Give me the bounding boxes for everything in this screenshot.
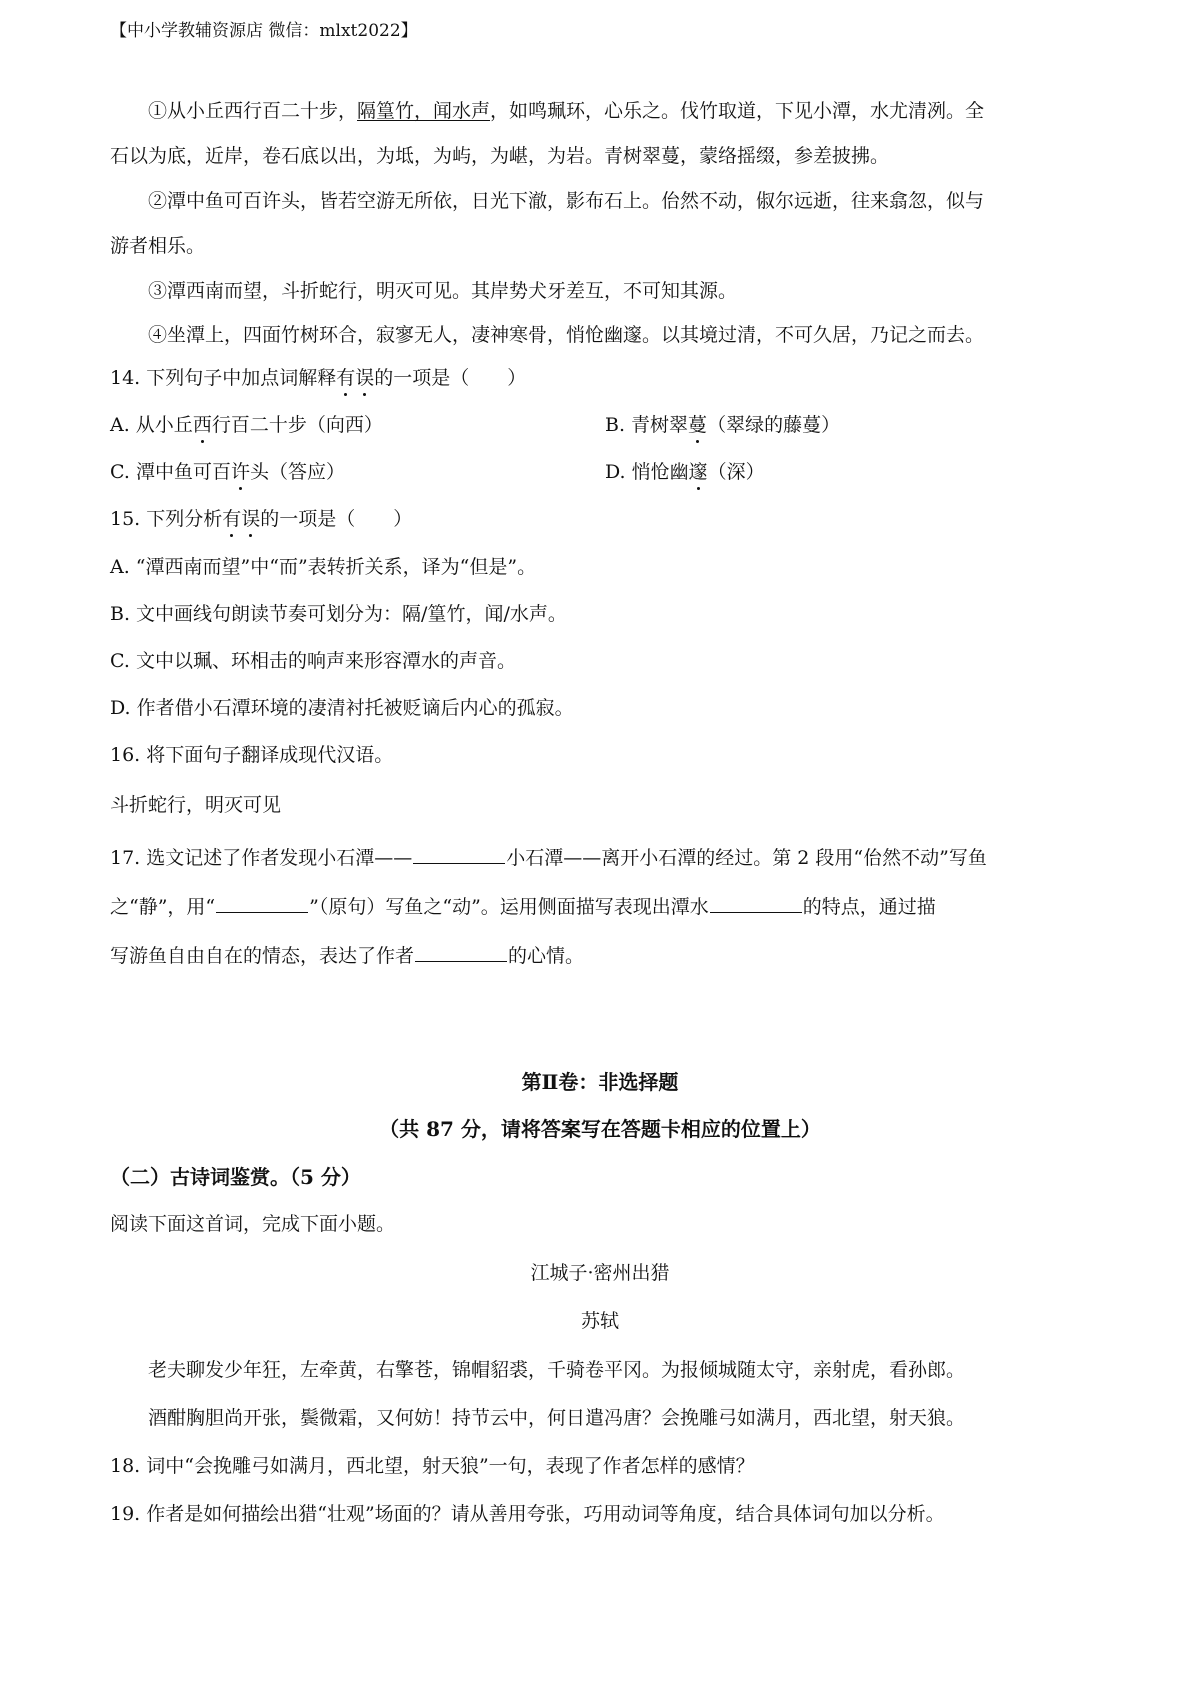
question-14-option-c (110, 457, 345, 484)
section-subtitle: （共 87 分，请将答案写在答题卡相应的位置上） (379, 1117, 821, 1141)
dotted-char: 蔓 (688, 414, 708, 436)
question-17-line-1 (110, 843, 987, 870)
question-14-option-a (110, 410, 383, 437)
question-15-option-b: B. 文中画线句朗读节奏可划分为：隔/篁竹，闻/水声。 (110, 603, 567, 625)
text: A. 从小丘 (110, 414, 193, 436)
text: 行百二十步（向西） (211, 414, 383, 436)
text: 的一项是（ ） (260, 508, 413, 530)
underlined-sentence: 隔篁竹，闻水声 (357, 100, 491, 122)
text: （深） (707, 461, 765, 483)
answer-blank-2[interactable] (216, 911, 308, 913)
text: 的特点，通过描 (802, 896, 936, 918)
question-15-option-a: A. “潭西南而望”中“而”表转折关系，译为“但是”。 (110, 556, 537, 578)
text: B. 青树翠 (605, 414, 689, 436)
question-19: 19. 作者是如何描绘出猎“壮观”场面的？请从善用夸张，巧用动词等角度，结合具体词句加以分析。 (110, 1503, 945, 1525)
passage-paragraph-4: ④坐潭上，四面竹树环合，寂寥无人，凄神寒骨，悄怆幽邃。以其境过清，不可久居，乃记之而去。 (148, 324, 985, 346)
text: 之“静”，用“ (110, 896, 216, 918)
text: 的心情。 (508, 945, 585, 967)
dotted-char: 误 (355, 367, 375, 389)
answer-blank-3[interactable] (710, 911, 802, 913)
question-14-option-b (605, 410, 840, 437)
answer-blank-4[interactable] (415, 960, 507, 962)
dotted-char: 有 (222, 508, 242, 530)
question-15-stem (110, 504, 412, 531)
text: 头（答应） (249, 461, 345, 483)
dotted-char: 误 (241, 508, 261, 530)
text: 的一项是（ ） (374, 367, 527, 389)
section-title: 第Ⅱ卷：非选择题 (521, 1070, 679, 1094)
text: 17. 选文记述了作者发现小石潭—— (110, 847, 413, 869)
text: D. 悄怆幽 (605, 461, 689, 483)
dotted-char: 许 (230, 461, 250, 483)
text: ”（原句）写鱼之“动”。运用侧面描写表现出潭水 (309, 896, 709, 918)
poem-instruction: 阅读下面这首词，完成下面小题。 (110, 1213, 396, 1235)
question-15-option-d: D. 作者借小石潭环境的凄清衬托被贬谪后内心的孤寂。 (110, 697, 574, 719)
passage-paragraph-1-cont: 石以为底，近岸，卷石底以出，为坻，为屿，为嵁，为岩。青树翠蔓，蒙络摇缀，参差披拂。 (110, 145, 890, 167)
dotted-char: 西 (192, 414, 212, 436)
page-header: 【中小学教辅资源店 微信：mlxt2022】 (110, 21, 418, 41)
passage-paragraph-1 (148, 96, 984, 123)
question-18: 18. 词中“会挽雕弓如满月，西北望，射天狼”一句，表现了作者怎样的感情？ (110, 1455, 755, 1477)
question-17-line-2 (110, 892, 936, 919)
question-14-stem (110, 363, 526, 390)
dotted-char: 邃 (688, 461, 708, 483)
passage-paragraph-2-cont: 游者相乐。 (110, 235, 206, 257)
part-heading: （二）古诗词鉴赏。（5 分） (110, 1165, 361, 1189)
poem-title: 江城子·密州出猎 (530, 1262, 670, 1284)
answer-blank-1[interactable] (413, 862, 505, 864)
text: C. 潭中鱼可百 (110, 461, 231, 483)
text: 写游鱼自由自在的情态，表达了作者 (110, 945, 415, 967)
poem-line-1: 老夫聊发少年狂，左牵黄，右擎苍，锦帽貂裘，千骑卷平冈。为报倾城随太守，亲射虎，看孙郎。 (148, 1359, 966, 1381)
poem-author: 苏轼 (580, 1310, 619, 1332)
text: 15. 下列分析 (110, 508, 223, 530)
dotted-char: 有 (336, 367, 356, 389)
passage-paragraph-2: ②潭中鱼可百许头，皆若空游无所依，日光下澈，影布石上。佁然不动，俶尔远逝，往来翕忽，似与 (148, 190, 985, 212)
question-17-line-3 (110, 941, 584, 968)
text: 14. 下列句子中加点词解释 (110, 367, 337, 389)
text: （翠绿的藤蔓） (707, 414, 841, 436)
question-16-stem: 16. 将下面句子翻译成现代汉语。 (110, 744, 394, 766)
question-14-option-d (605, 457, 765, 484)
passage-text: ，如鸣珮环，心乐之。伐竹取道，下见小潭，水尤清冽。全 (490, 100, 985, 122)
question-15-option-c: C. 文中以珮、环相击的响声来形容潭水的声音。 (110, 650, 516, 672)
poem-line-2: 酒酣胸胆尚开张，鬓微霜，又何妨！持节云中，何日遣冯唐？会挽雕弓如满月，西北望，射天狼。 (148, 1407, 966, 1429)
passage-text: ①从小丘西行百二十步， (148, 100, 358, 122)
text: 小石潭——离开小石潭的经过。第 2 段用“佁然不动”写鱼 (506, 847, 987, 869)
passage-paragraph-3: ③潭西南而望，斗折蛇行，明灭可见。其岸势犬牙差互，不可知其源。 (148, 280, 738, 302)
question-16-sentence: 斗折蛇行，明灭可见 (110, 794, 282, 816)
